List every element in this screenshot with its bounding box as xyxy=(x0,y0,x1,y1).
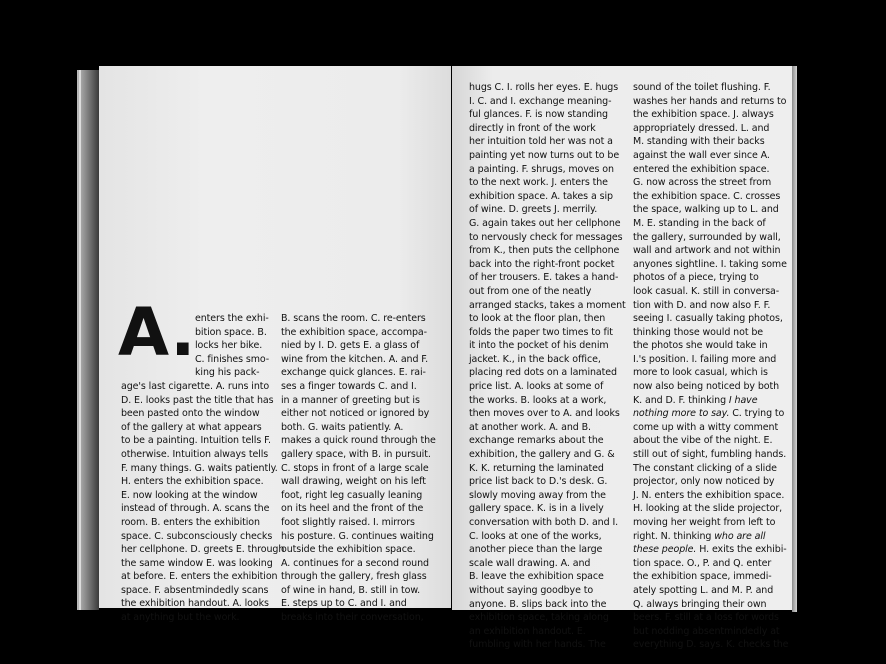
text-line: the exhibition space, immedi- xyxy=(633,571,772,583)
text-line: against the wall ever since A. xyxy=(633,149,770,161)
text-line: H. enters the exhibition space. xyxy=(121,476,264,488)
text-line: look casual. K. still in conversa- xyxy=(633,285,780,297)
text-line: the gallery, surrounded by wall, xyxy=(633,231,781,243)
text-line: the exhibition space. J. always xyxy=(633,109,774,121)
text-line: painting yet now turns out to be xyxy=(469,149,620,161)
text-line: king his pack- xyxy=(195,367,260,379)
text-line: out from one of the neatly xyxy=(469,285,592,297)
text-line: in a manner of greeting but is xyxy=(281,394,420,406)
text-line: anyones sightline. I. taking some xyxy=(633,258,787,270)
text-line: without saying goodbye to xyxy=(469,584,594,596)
text-line: gallery space, with B. in pursuit. xyxy=(281,448,431,460)
text-line: exchange remarks about the xyxy=(469,435,604,447)
text-line: both. G. waits patiently. A. xyxy=(281,421,404,433)
text-line: sound of the toilet flushing. F. xyxy=(633,82,771,93)
text-line: come up with a witty comment xyxy=(633,421,779,433)
text-line: gallery space. K. is in a lively xyxy=(469,503,604,515)
text-line: of the gallery at what appears xyxy=(121,421,262,433)
text-line: space. C. subconsciously checks xyxy=(121,530,273,542)
text-line: photos of a piece, trying to xyxy=(633,272,759,284)
text-line: of wine in hand, B. still in tow. xyxy=(281,584,421,596)
text-line: everything D. says. K. checks the xyxy=(633,639,789,651)
text-line: an exhibition handout. E. xyxy=(469,625,586,637)
text-line: tion with D. and now also F. F. xyxy=(633,299,771,311)
text-line: the exhibition handout. A. looks xyxy=(121,598,269,610)
text-line: nothing more to say. C. trying to xyxy=(633,408,785,420)
text-line: M. standing with their backs xyxy=(633,136,765,148)
text-line: C. stops in front of a large scale xyxy=(281,462,429,474)
text-line: wall and artwork and not within xyxy=(633,245,781,257)
text-line: outside the exhibition space. xyxy=(281,544,416,556)
drop-cap: A. xyxy=(118,294,196,371)
text-line: K. K. returning the laminated xyxy=(469,462,604,474)
text-line: C. looks at one of the works, xyxy=(469,530,602,542)
text-line: B. scans the room. C. re-enters xyxy=(281,313,426,324)
text-line: to be a painting. Intuition tells F. xyxy=(121,435,271,447)
text-line: exhibition space. A. takes a sip xyxy=(469,190,613,202)
text-line: folds the paper two times to fit xyxy=(469,326,613,338)
text-line: room. B. enters the exhibition xyxy=(121,516,260,528)
text-line: about the vibe of the night. E. xyxy=(633,435,773,447)
text-line: J. N. enters the exhibition space. xyxy=(633,489,785,501)
text-line: slowly moving away from the xyxy=(469,489,606,501)
text-line: tion space. O., P. and Q. enter xyxy=(633,557,772,569)
text-line: arranged stacks, takes a moment xyxy=(469,299,626,311)
text-line: through the gallery, fresh glass xyxy=(281,571,427,583)
text-line: seeing I. casually taking photos, xyxy=(633,313,783,325)
text-line: wine from the kitchen. A. and F. xyxy=(281,353,429,365)
text-line: foot slightly raised. I. mirrors xyxy=(281,516,415,528)
text-line: I. C. and I. exchange meaning- xyxy=(469,95,612,107)
text-line: another piece than the large xyxy=(469,544,603,556)
text-line: I.'s position. I. failing more and xyxy=(633,353,777,365)
text-line: bition space. B. xyxy=(195,326,267,338)
text-line: exhibition, the gallery and G. & xyxy=(469,449,615,461)
text-line: entered the exhibition space. xyxy=(633,163,770,175)
text-line: K. and D. F. thinking I have xyxy=(633,394,758,406)
text-line: conversation with both D. and I. xyxy=(469,517,619,528)
book-left-edge xyxy=(77,70,99,610)
text-line: washes her hands and returns to xyxy=(633,95,787,107)
text-line: otherwise. Intuition always tells xyxy=(121,448,269,460)
text-line: of her trousers. E. takes a hand- xyxy=(469,272,619,284)
text-line: to nervously check for messages xyxy=(469,231,623,243)
text-line: G. again takes out her cellphone xyxy=(469,217,621,229)
text-line: at before. E. enters the exhibition xyxy=(121,571,278,583)
text-line: now also being noticed by both xyxy=(633,381,780,393)
text-line: Q. always bringing their own xyxy=(633,598,767,610)
text-line: locks her bike. xyxy=(195,340,263,352)
text-line: on its heel and the front of the xyxy=(281,503,424,515)
text-line: D. E. looks past the title that has xyxy=(121,394,274,406)
text-line: the same window E. was looking xyxy=(121,557,273,569)
text-line: the exhibition space, accompa- xyxy=(281,326,427,338)
text-line: her cellphone. D. greets E. through xyxy=(121,544,285,556)
text-line: price list back to D.'s desk. G. xyxy=(469,476,608,488)
text-line: his posture. G. continues waiting xyxy=(281,530,434,542)
text-line: from K., then puts the cellphone xyxy=(469,245,620,257)
text-column-1 xyxy=(121,312,284,625)
text-line: ses a finger towards C. and I. xyxy=(281,380,417,392)
text-line: M. E. standing in the back of xyxy=(633,217,766,229)
text-line: to look at the floor plan, then xyxy=(469,313,606,325)
text-line: the works. B. looks at a work, xyxy=(469,394,607,406)
text-line: A. continues for a second round xyxy=(281,557,429,569)
text-column-3 xyxy=(469,81,626,652)
text-line: scale wall drawing. A. and xyxy=(469,557,591,569)
text-line: wall drawing, weight on his left xyxy=(281,476,426,488)
text-line: instead of through. A. scans the xyxy=(121,503,270,515)
text-line: it into the pocket of his denim xyxy=(469,340,609,352)
text-line: breaks into their conversation, xyxy=(281,612,424,624)
text-line: B. leave the exhibition space xyxy=(469,571,604,583)
text-line: then moves over to A. and looks xyxy=(469,408,620,420)
text-line: back into the right-front pocket xyxy=(469,258,615,270)
text-line: been pasted onto the window xyxy=(121,408,260,420)
text-line: a painting. F. shrugs, moves on xyxy=(469,163,614,175)
text-line: the space, walking up to L. and xyxy=(633,204,779,216)
text-line: appropriately dressed. L. and xyxy=(633,122,770,134)
text-line: E. steps up to C. and I. and xyxy=(281,598,407,610)
text-line: but nodding absentmindedly at xyxy=(633,625,780,637)
text-line: exhibition space, taking along xyxy=(469,612,609,624)
text-line: either not noticed or ignored by xyxy=(281,408,430,420)
book-right-edge xyxy=(792,66,797,612)
text-line: anyone. B. slips back into the xyxy=(469,598,607,610)
text-line: ately spotting L. and M. P. and xyxy=(633,584,774,596)
text-line: C. finishes smo- xyxy=(195,353,270,365)
text-line: price list. A. looks at some of xyxy=(469,381,604,393)
text-line: H. looking at the slide projector, xyxy=(633,503,783,515)
text-line: foot, right leg casually leaning xyxy=(281,489,423,501)
text-line: F. many things. G. waits patiently. xyxy=(121,462,278,474)
text-line: more to look casual, which is xyxy=(633,367,768,379)
text-line: jacket. K., in the back office, xyxy=(469,353,601,365)
text-line: ful glances. F. is now standing xyxy=(469,109,608,121)
text-line: at another work. A. and B. xyxy=(469,421,591,433)
text-line: exchange quick glances. E. rai- xyxy=(281,367,426,379)
text-line: nied by I. D. gets E. a glass of xyxy=(281,340,420,352)
text-line: E. now looking at the window xyxy=(121,489,258,501)
text-line: right. N. thinking who are all xyxy=(633,530,766,542)
text-line: the photos she would take in xyxy=(633,340,768,352)
text-line: fumbling with her hands. The xyxy=(469,639,606,651)
text-line: makes a quick round through the xyxy=(281,435,436,447)
text-line: at anything but the work. xyxy=(121,612,240,624)
text-line: hugs C. I. rolls her eyes. E. hugs xyxy=(469,82,619,93)
text-line: still out of sight, fumbling hands. xyxy=(633,449,787,461)
text-column-2 xyxy=(281,312,436,625)
text-line: directly in front of the work xyxy=(469,122,596,134)
text-line: space. F. absentmindedly scans xyxy=(121,584,269,596)
text-line: beers. F. still at a loss for words xyxy=(633,612,779,624)
text-line: thinking those would not be xyxy=(633,326,764,338)
text-line: projector, only now noticed by xyxy=(633,476,775,488)
text-line: the exhibition space. C. crosses xyxy=(633,190,781,202)
text-line: G. now across the street from xyxy=(633,177,772,189)
text-line: to the next work. J. enters the xyxy=(469,177,608,189)
text-line: of wine. D. greets J. merrily. xyxy=(469,204,598,216)
text-line: age's last cigarette. A. runs into xyxy=(121,380,270,392)
text-line: enters the exhi- xyxy=(195,313,269,324)
text-line: her intuition told her was not a xyxy=(469,136,613,148)
text-column-4 xyxy=(633,81,788,652)
text-line: The constant clicking of a slide xyxy=(633,462,777,474)
text-line: moving her weight from left to xyxy=(633,517,776,528)
text-line: these people. H. exits the exhibi- xyxy=(633,544,787,556)
text-line: placing red dots on a laminated xyxy=(469,367,617,379)
